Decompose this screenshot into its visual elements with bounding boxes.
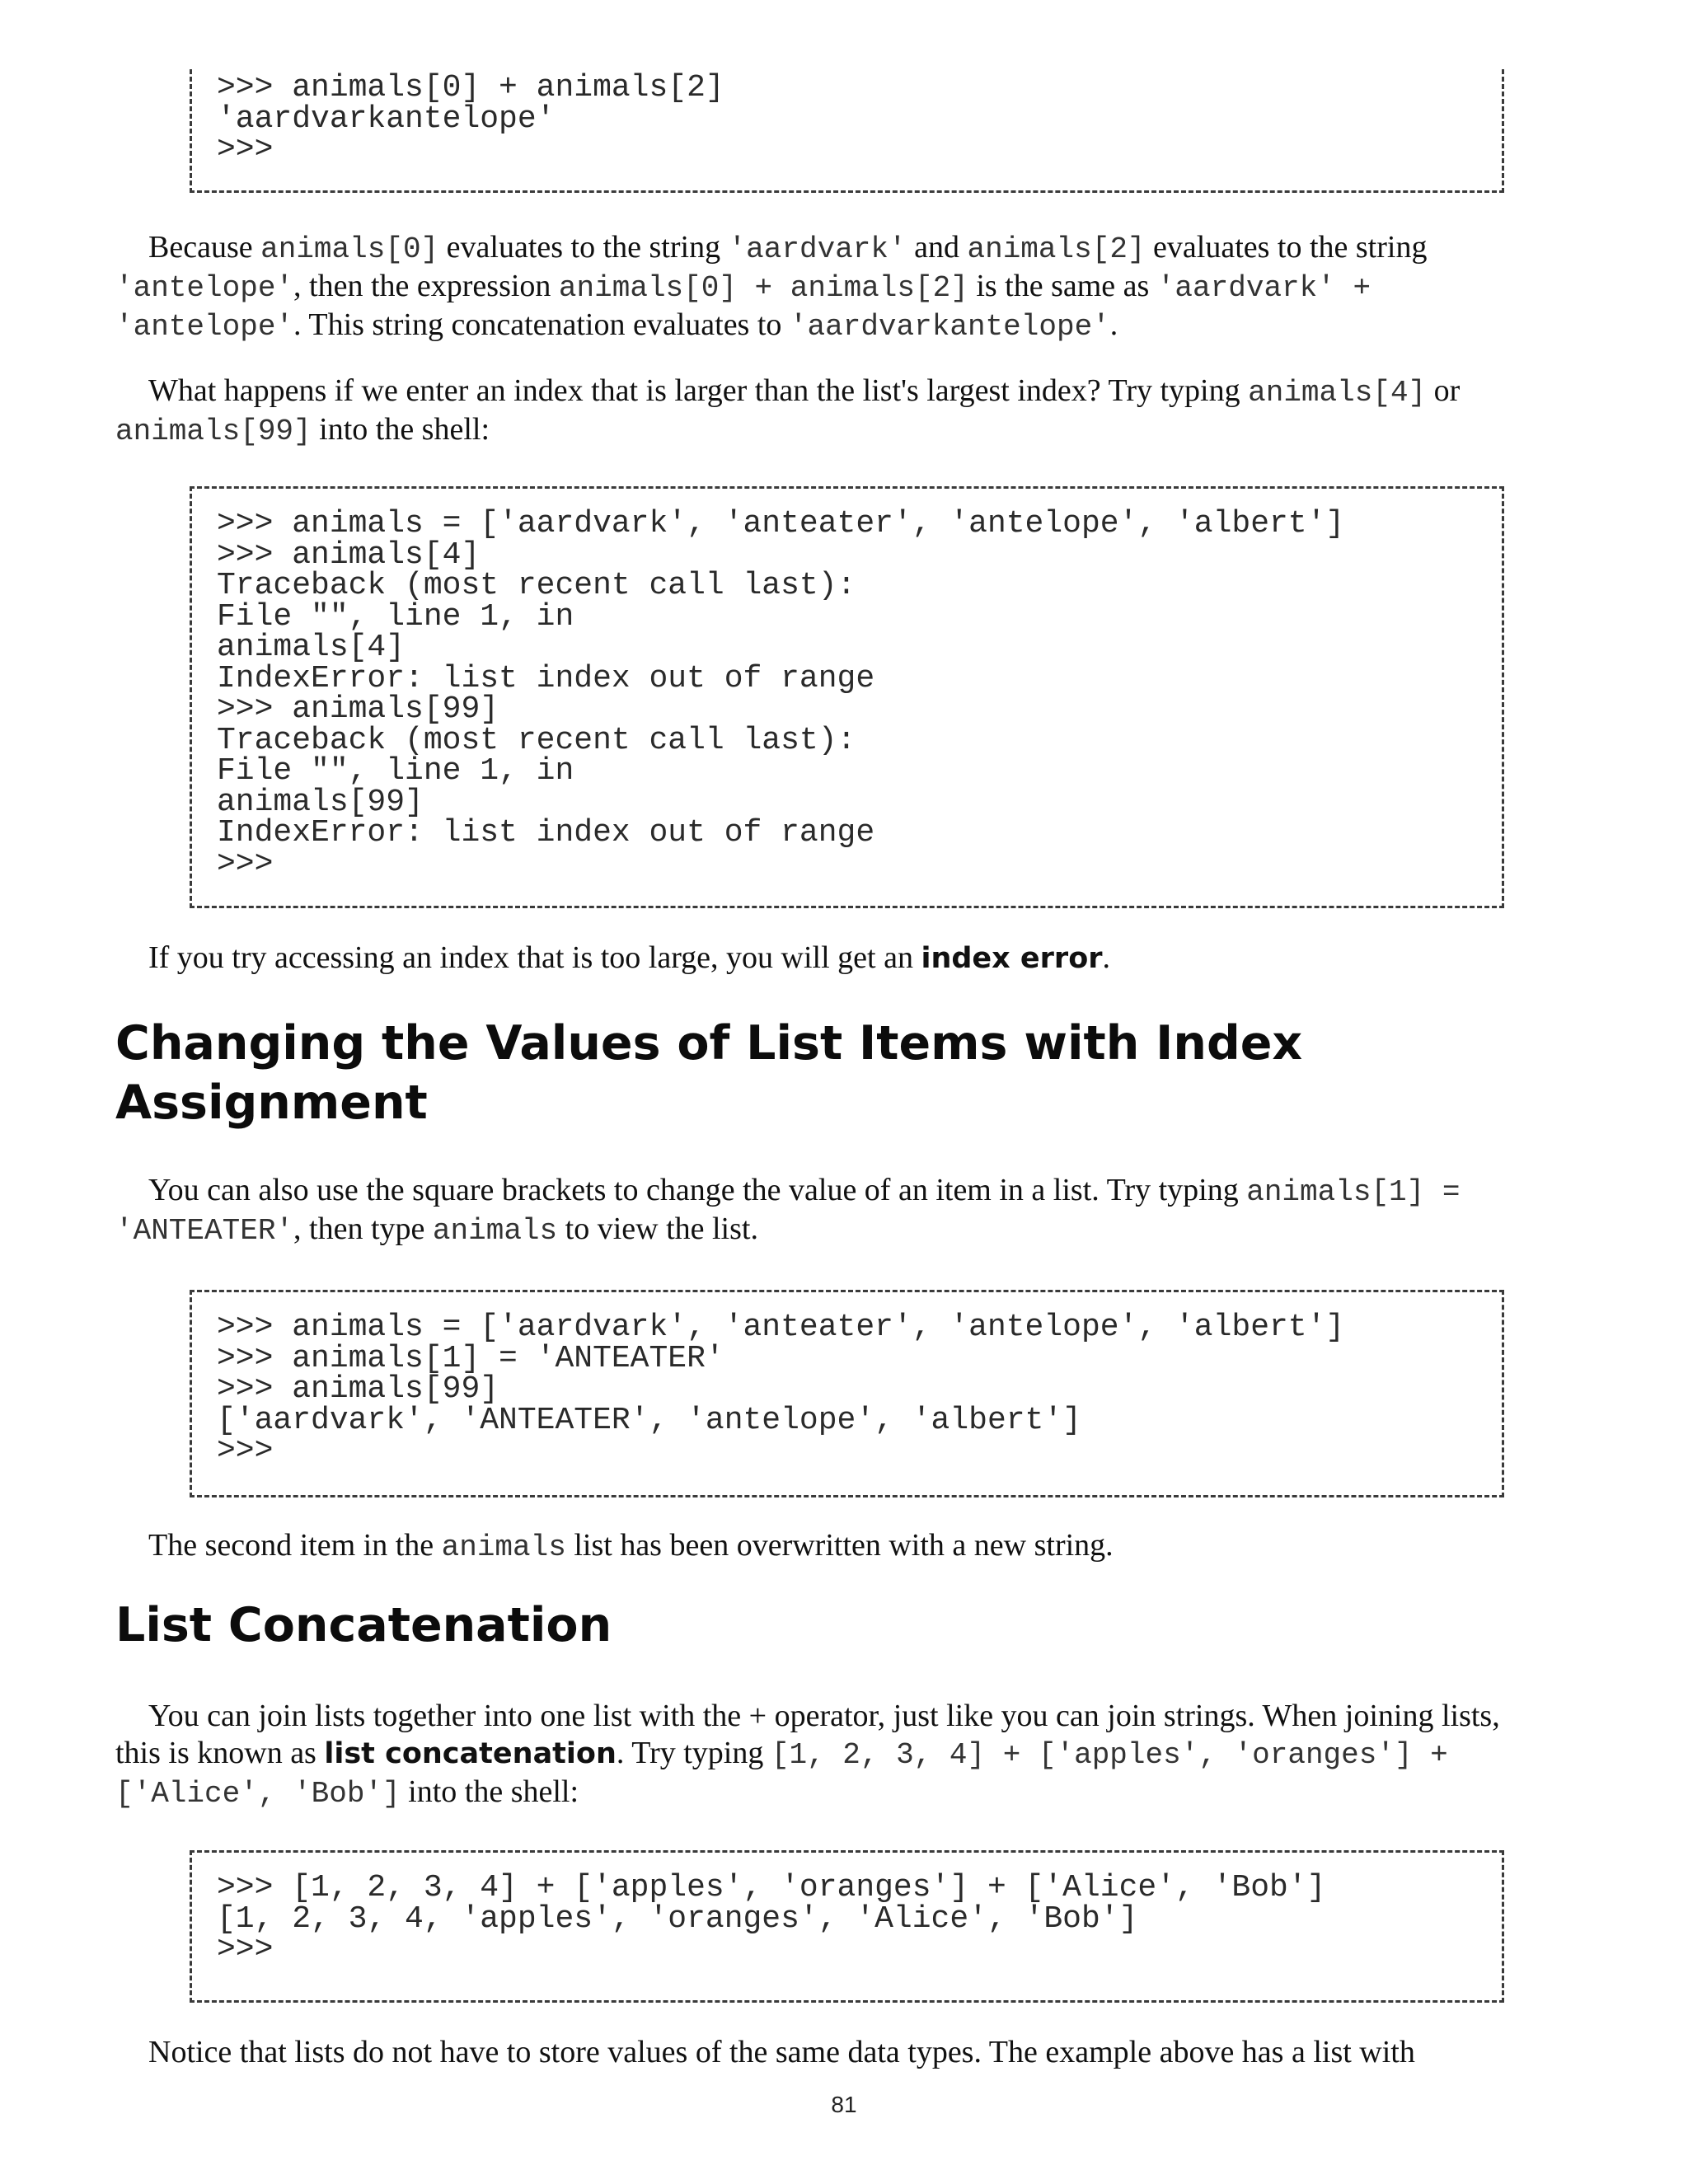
code-block-index-concat: [190, 69, 1504, 193]
text: and: [906, 230, 968, 265]
code-line: >>> animals = ['aardvark', 'anteater', 'antelope', 'albert']: [217, 1310, 1345, 1345]
inline-code: 'antelope': [115, 271, 294, 305]
code-line: >>>: [217, 1932, 274, 1967]
text: What happens if we enter an index that is larger than the list's largest index? Try typing: [148, 373, 1249, 408]
code-line: animals[4]: [217, 630, 406, 665]
code-line: >>> animals[99]: [217, 1371, 499, 1407]
text: list has been overwritten with a new string.: [565, 1528, 1114, 1563]
inline-code: animals[99]: [115, 415, 312, 448]
text: . This string concatenation evaluates to: [293, 307, 790, 342]
inline-code: 'aardvarkantelope': [789, 310, 1110, 344]
code-line: animals[99]: [217, 784, 424, 820]
text: If you try accessing an index that is too large, you will get an: [148, 940, 921, 975]
code-line: >>> animals[0] + animals[2]: [217, 70, 724, 105]
paragraph-mixed-types: [115, 2034, 1550, 2071]
code-block-index-assignment: [190, 1290, 1504, 1497]
glossary-term: index error: [921, 942, 1103, 975]
code-line: >>>: [217, 1433, 274, 1469]
section-heading-index-assignment: Changing the Values of List Items with Index Assignment: [115, 1016, 1303, 1130]
inline-code: animals[2]: [967, 232, 1146, 266]
code-line: IndexError: list index out of range: [217, 660, 875, 696]
inline-code: animals[0] + animals[2]: [558, 271, 968, 305]
text: You can also use the square brackets to change the value of an item in a list. Try typing: [148, 1173, 1247, 1207]
paragraph-index-too-large-question: [115, 373, 1550, 450]
text: is the same as: [968, 269, 1157, 303]
paragraph-overwritten: [115, 1527, 1550, 1566]
text: into the shell:: [400, 1774, 579, 1809]
text: evaluates to the string: [438, 230, 729, 265]
inline-code: 'aardvark': [728, 232, 907, 266]
inline-code: [1, 2, 3, 4] + ['apples', 'oranges'] + ['Alice', 'Bob']: [115, 1738, 1448, 1811]
text: .: [1109, 307, 1118, 342]
code-block-index-error: [190, 486, 1504, 908]
inline-code: animals: [441, 1530, 566, 1564]
section-heading-list-concatenation: List Concatenation: [115, 1598, 612, 1652]
paragraph-index-error: [115, 940, 1550, 977]
text: evaluates to the string: [1145, 230, 1428, 265]
paragraph-concat-explanation: [115, 229, 1550, 345]
text: . Try typing: [616, 1736, 771, 1770]
text: You can join lists together into one list with the + operator, just like you can join strings. When joining lists, this is known as: [115, 1699, 1500, 1770]
text: .: [1102, 940, 1111, 975]
code-line: >>> animals[4]: [217, 537, 481, 573]
code-line: IndexError: list index out of range: [217, 815, 875, 851]
code-line: >>>: [217, 132, 274, 167]
code-line: >>> [1, 2, 3, 4] + ['apples', 'oranges'] + ['Alice', 'Bob']: [217, 1870, 1326, 1905]
code-line: >>> animals = ['aardvark', 'anteater', 'antelope', 'albert']: [217, 506, 1345, 541]
code-block-list-concatenation: [190, 1850, 1504, 2003]
code-line: File "", line 1, in: [217, 598, 574, 635]
inline-code: animals: [432, 1214, 558, 1248]
paragraph-list-concatenation: [115, 1698, 1550, 1812]
code-line: Traceback (most recent call last):: [217, 568, 856, 603]
inline-code: 'aardvark' + 'antelope': [115, 271, 1372, 344]
text: , then the expression: [293, 269, 559, 303]
code-line: >>>: [217, 846, 274, 882]
text: to view the list.: [557, 1212, 758, 1246]
inline-code: animals[4]: [1248, 376, 1427, 410]
text: or: [1426, 373, 1461, 408]
code-line: >>> animals[99]: [217, 691, 499, 727]
text: Because: [148, 230, 261, 265]
text: Notice that lists do not have to store values of the same data types. The example above has a list with: [148, 2035, 1415, 2069]
page-number: 81: [831, 2092, 857, 2117]
text: into the shell:: [311, 412, 490, 447]
inline-code: animals[0]: [260, 232, 439, 266]
code-line: ['aardvark', 'ANTEATER', 'antelope', 'albert']: [217, 1402, 1081, 1438]
code-line: Traceback (most recent call last):: [217, 722, 856, 758]
inline-code: animals[1] = 'ANTEATER': [115, 1175, 1461, 1248]
code-line: File "", line 1, in: [217, 753, 574, 789]
paragraph-index-assignment: [115, 1172, 1550, 1249]
text: , then type: [293, 1212, 433, 1246]
code-line: [1, 2, 3, 4, 'apples', 'oranges', 'Alice', 'Bob']: [217, 1900, 1138, 1937]
code-line: >>> animals[1] = 'ANTEATER': [217, 1340, 724, 1376]
glossary-term: list concatenation: [324, 1737, 617, 1770]
text: The second item in the: [148, 1528, 442, 1563]
code-line: 'aardvarkantelope': [217, 101, 556, 137]
